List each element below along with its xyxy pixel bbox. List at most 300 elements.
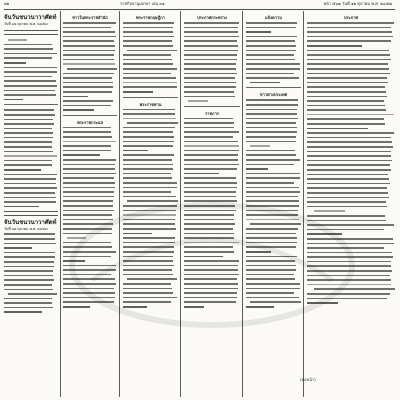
text-line: [4, 160, 52, 162]
text-line: [184, 177, 236, 179]
text-line: [184, 274, 239, 276]
text-line: [123, 136, 174, 138]
text-line: [123, 54, 171, 56]
text-line: [307, 275, 390, 277]
section-rule: [123, 97, 178, 98]
continued-mark: (ต่อหน้า): [300, 377, 316, 382]
text-line: [123, 118, 176, 120]
text-line: [246, 77, 299, 79]
text-line: [307, 118, 384, 120]
text-line: [184, 45, 238, 47]
text-line: [307, 40, 391, 42]
text-line: [123, 164, 173, 166]
text-line: [63, 173, 116, 175]
masthead-title-repeat: จันวันชนวนาวาศัตท์: [4, 219, 57, 227]
text-line: [184, 205, 235, 207]
text-line: [184, 63, 236, 65]
text-line: [63, 109, 94, 111]
text-line: [127, 50, 177, 52]
text-line: [4, 256, 55, 258]
text-line: [4, 233, 55, 235]
text-line: [63, 233, 112, 235]
text-line: [123, 283, 171, 285]
text-line: [123, 31, 173, 33]
text-line: [4, 298, 52, 300]
text-line: [307, 123, 385, 125]
text-line: [188, 100, 208, 102]
text-line: [4, 155, 57, 157]
column-separator: [60, 11, 61, 397]
text-line: [63, 91, 112, 93]
text-line: [246, 233, 296, 235]
text-line: [184, 96, 235, 98]
text-line: [246, 164, 294, 166]
article-headline: ประกาศ: [343, 15, 359, 20]
text-line: [184, 283, 238, 285]
text-line: [63, 292, 115, 294]
text-line: [246, 246, 296, 248]
text-line: [246, 283, 300, 285]
text-line: [184, 131, 239, 133]
text-line: [4, 76, 52, 78]
column-separator: [180, 11, 181, 397]
text-line: [123, 242, 175, 244]
text-line: [63, 265, 116, 267]
text-line: [184, 219, 234, 221]
article-body: [63, 21, 117, 112]
text-line: [4, 284, 52, 286]
text-line: [123, 196, 176, 198]
text-line: [184, 223, 235, 225]
article-body: [184, 117, 240, 309]
text-line: [123, 237, 175, 239]
text-line: [246, 36, 297, 38]
text-line: [127, 200, 178, 202]
text-line: [307, 160, 392, 162]
text-line: [63, 191, 114, 193]
text-line: [123, 210, 176, 212]
text-line: [127, 278, 177, 280]
text-line: [123, 288, 172, 290]
text-line: [307, 59, 391, 61]
text-line: [4, 275, 53, 277]
text-line: [246, 27, 296, 29]
column-2: [63, 14, 117, 395]
text-line: [184, 278, 237, 280]
text-line: [246, 141, 296, 143]
text-line: [63, 177, 114, 179]
text-line: [67, 237, 86, 239]
column-5: [246, 14, 301, 395]
text-line: [63, 31, 115, 33]
text-line: [246, 200, 299, 202]
text-line: [63, 131, 111, 133]
text-line: [123, 246, 174, 248]
text-line: [123, 68, 177, 70]
text-line: [307, 256, 393, 258]
text-line: [246, 118, 298, 120]
text-line: [246, 187, 299, 189]
text-line: [63, 274, 111, 276]
text-line: [123, 301, 171, 303]
text-line: [63, 278, 115, 280]
text-line: [123, 205, 177, 207]
section-rule: [4, 211, 58, 216]
text-line: [63, 196, 114, 198]
text-line: [4, 247, 32, 249]
text-line: [63, 54, 114, 56]
text-line: [123, 256, 173, 258]
text-line: [184, 200, 237, 202]
text-line: [307, 220, 386, 222]
text-line: [246, 154, 296, 156]
text-line: [307, 183, 390, 185]
text-line: [4, 141, 52, 143]
text-line: [123, 173, 171, 175]
text-line: [307, 36, 393, 38]
text-line: [123, 159, 172, 161]
text-line: [307, 91, 386, 93]
text-line: [184, 237, 234, 239]
text-line: [184, 82, 236, 84]
text-line: [63, 22, 116, 24]
text-line: [123, 219, 175, 221]
text-line: [246, 168, 268, 170]
text-line: [246, 265, 296, 267]
text-line: [307, 45, 362, 47]
text-line: [307, 243, 394, 245]
text-line: [4, 174, 57, 176]
text-line: [63, 242, 111, 244]
text-line: [123, 141, 174, 143]
text-line: [184, 187, 237, 189]
text-line: [123, 154, 174, 156]
text-line: [246, 278, 295, 280]
text-line: [307, 155, 391, 157]
text-line: [250, 145, 269, 147]
text-line: [4, 132, 53, 134]
text-line: [307, 31, 392, 33]
text-line: [307, 82, 388, 84]
text-line: [314, 288, 395, 290]
text-line: [4, 164, 52, 166]
text-line: [246, 177, 300, 179]
text-line: [184, 191, 236, 193]
text-line: [184, 154, 238, 156]
text-line: [250, 82, 279, 84]
text-line: [246, 104, 298, 106]
text-line: [123, 86, 177, 88]
text-line: [63, 288, 114, 290]
text-line: [4, 183, 56, 185]
text-line: [246, 256, 297, 258]
text-line: [184, 210, 236, 212]
text-line: [246, 274, 294, 276]
text-line: [246, 182, 294, 184]
text-line: [4, 109, 54, 111]
text-line: [4, 270, 53, 272]
text-line: [307, 27, 391, 29]
text-line: [246, 173, 300, 175]
text-line: [184, 91, 234, 93]
text-line: [4, 44, 52, 46]
article-headline: ข่าวในพระราชสำนัก: [72, 15, 108, 20]
text-line: [307, 252, 392, 254]
text-line: [184, 182, 237, 184]
masthead-title: จันวันชนวนาวาศัตท์: [4, 14, 57, 21]
text-line: [246, 59, 295, 61]
text-line: [123, 45, 173, 47]
text-line: [123, 265, 174, 267]
text-line: [4, 178, 56, 180]
text-line: [123, 182, 177, 184]
text-line: [314, 210, 345, 212]
text-line: [63, 59, 114, 61]
text-line: [63, 141, 116, 143]
text-line: [4, 307, 53, 309]
text-line: [184, 40, 237, 42]
text-line: [123, 109, 175, 111]
text-line: [246, 50, 296, 52]
text-line: [307, 63, 388, 65]
text-line: [246, 191, 300, 193]
text-line: [184, 265, 238, 267]
article-body: [246, 21, 301, 84]
text-line: [307, 109, 386, 111]
text-line: [4, 67, 57, 69]
text-line: [307, 50, 389, 52]
text-line: [307, 247, 384, 249]
text-line: [123, 22, 174, 24]
text-line: [184, 31, 238, 33]
text-line: [63, 27, 111, 29]
text-line: [246, 269, 296, 271]
text-line: [246, 205, 299, 207]
text-line: [246, 228, 298, 230]
text-line: [63, 182, 115, 184]
column-separator: [119, 11, 120, 397]
text-line: [246, 260, 295, 262]
text-line: [123, 91, 153, 93]
text-line: [123, 251, 174, 253]
text-line: [184, 214, 234, 216]
text-line: [4, 238, 55, 240]
text-line: [307, 206, 387, 208]
text-line: [63, 73, 114, 75]
running-header-right: หน้า ๕๖๗ วันที่ ๑๒ ตุลาคม พ.ศ. ๒๔๕๗: [323, 1, 392, 6]
text-line: [307, 128, 368, 130]
text-line: [246, 297, 299, 299]
text-line: [123, 63, 173, 65]
text-line: [307, 169, 391, 171]
text-line: [4, 85, 57, 87]
text-line: [63, 36, 116, 38]
text-line: [307, 201, 386, 203]
text-line: [246, 292, 294, 294]
text-line: [246, 68, 300, 70]
text-line: [184, 306, 204, 308]
text-line: [246, 113, 297, 115]
text-line: [246, 210, 298, 212]
text-line: [246, 242, 297, 244]
text-line: [184, 145, 239, 147]
text-line: [4, 48, 53, 50]
text-line: [63, 297, 115, 299]
section-rule: [246, 87, 301, 88]
column-6: [307, 14, 395, 395]
text-line: [307, 293, 390, 295]
text-line: [307, 68, 389, 70]
article-headline: แจ้งความ: [265, 15, 282, 20]
text-line: [123, 77, 176, 79]
text-line: [307, 86, 385, 88]
text-line: [307, 279, 391, 281]
text-line: [4, 151, 53, 153]
text-line: [4, 146, 52, 148]
text-line: [246, 45, 296, 47]
text-line: [4, 90, 55, 92]
text-line: [123, 59, 172, 61]
text-line: [184, 22, 239, 24]
text-line: [307, 174, 388, 176]
text-line: [184, 173, 219, 175]
text-line: [184, 242, 239, 244]
text-line: [4, 94, 56, 96]
text-line: [63, 77, 112, 79]
text-line: [63, 214, 112, 216]
text-line: [246, 109, 297, 111]
text-line: [184, 118, 233, 120]
text-line: [63, 86, 113, 88]
text-line: [307, 77, 387, 79]
column-3: [123, 14, 178, 395]
text-line: [246, 22, 297, 24]
text-line: [250, 223, 301, 225]
article-body: [246, 98, 301, 308]
text-line: [184, 233, 234, 235]
text-line: [63, 63, 115, 65]
text-line: [307, 137, 391, 139]
text-line: [123, 292, 173, 294]
text-line: [63, 105, 111, 107]
text-line: [4, 311, 42, 313]
text-line: [123, 73, 171, 75]
text-line: [184, 260, 239, 262]
text-line: [63, 228, 112, 230]
text-line: [246, 99, 298, 101]
text-line: [4, 99, 23, 101]
text-line: [63, 50, 115, 52]
text-line: [4, 71, 57, 73]
text-line: [123, 306, 147, 308]
text-line: [123, 168, 173, 170]
text-line: [184, 288, 238, 290]
text-line: [246, 219, 299, 221]
text-line: [4, 187, 57, 189]
text-line: [307, 265, 391, 267]
header-rule: [4, 9, 395, 10]
text-line: [123, 191, 171, 193]
text-line: [184, 246, 233, 248]
text-line: [250, 301, 301, 303]
article-body: [123, 21, 178, 94]
text-line: [63, 168, 115, 170]
text-line: [63, 301, 114, 303]
text-line: [4, 289, 53, 291]
text-line: [63, 283, 116, 285]
text-line: [123, 260, 173, 262]
text-line: [184, 251, 234, 253]
text-line: [63, 200, 113, 202]
text-line: [307, 238, 393, 240]
text-line: [307, 151, 391, 153]
text-line: [184, 50, 238, 52]
text-line: [4, 201, 56, 203]
text-line: [184, 196, 236, 198]
text-line: [246, 136, 296, 138]
article-headline: พระราชกระแส: [77, 119, 103, 125]
text-line: [307, 270, 392, 272]
text-line: [184, 159, 238, 161]
text-line: [307, 178, 389, 180]
section-rule: [4, 104, 58, 105]
text-line: [246, 31, 271, 33]
text-line: [246, 54, 294, 56]
text-line: [123, 113, 175, 115]
text-line: [307, 192, 388, 194]
text-line: [184, 122, 234, 124]
text-line: [307, 187, 387, 189]
text-line: [67, 68, 117, 70]
text-line: [4, 62, 26, 64]
text-line: [184, 68, 236, 70]
text-line: [4, 206, 39, 208]
text-line: [307, 229, 384, 231]
text-line: [127, 122, 178, 124]
text-line: [184, 54, 237, 56]
text-line: [184, 141, 238, 143]
text-line: [246, 214, 298, 216]
text-line: [246, 196, 298, 198]
text-line: [63, 150, 111, 152]
text-line: [123, 228, 176, 230]
text-line: [184, 256, 223, 258]
text-line: [63, 164, 115, 166]
text-line: [63, 40, 114, 42]
text-line: [184, 228, 233, 230]
text-line: [246, 159, 300, 161]
text-line: [246, 73, 294, 75]
text-line: [4, 197, 56, 199]
text-line: [307, 22, 394, 24]
article-body: [4, 232, 58, 314]
text-line: [184, 73, 237, 75]
running-header-left: ราชกิจจานุเบกษา เล่ม ๓๑: [120, 1, 165, 6]
masthead-date-repeat: วันที่ ๑๒ ตุลาคม พ.ศ. ๒๔๕๗: [4, 227, 48, 232]
text-line: [63, 269, 116, 271]
text-line: [184, 269, 238, 271]
text-line: [4, 128, 52, 130]
text-line: [246, 131, 297, 133]
text-line: [63, 45, 115, 47]
article-headline: ประกาศกระทรวง: [197, 15, 227, 20]
text-line: [123, 233, 152, 235]
text-line: [63, 127, 111, 129]
column-1: [4, 14, 58, 395]
text-line: [246, 63, 300, 65]
text-line: [123, 274, 173, 276]
article-headline: พระราชกฤษฎีกา: [136, 15, 165, 20]
